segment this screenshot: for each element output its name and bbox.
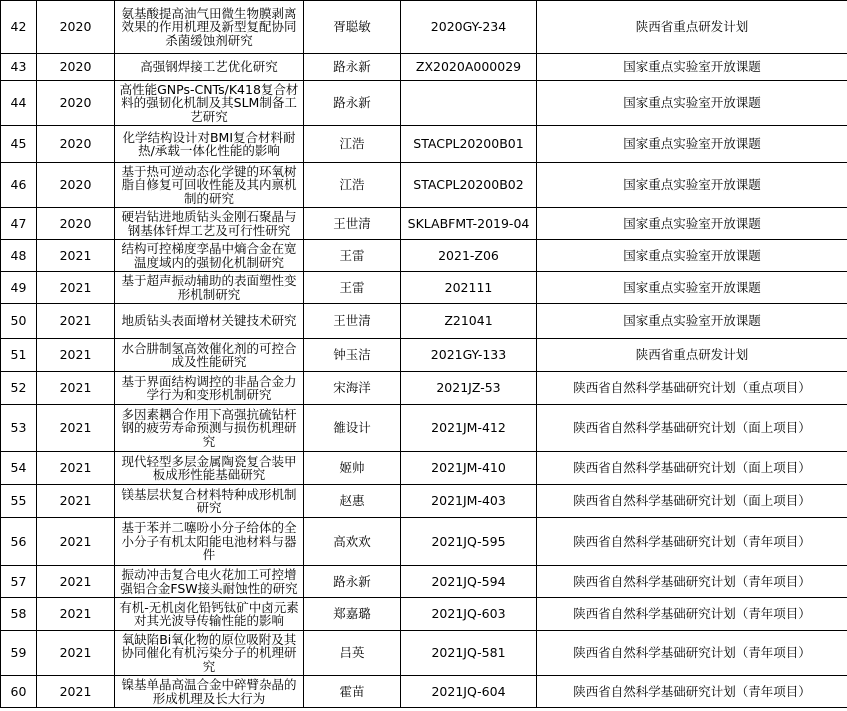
row-person: 姬帅 — [304, 452, 401, 485]
table-row — [1, 485, 847, 518]
row-person: 王雷 — [304, 240, 401, 272]
row-source: 国家重点实验室开放课题 — [537, 163, 847, 208]
row-title: 氨基酸提高油气田微生物膜剥离效果的作用机理及新型复配协同杀菌缓蚀剂研究 — [115, 1, 304, 54]
row-title: 镁基层状复合材料特种成形机制研究 — [115, 485, 304, 518]
row-source: 国家重点实验室开放课题 — [537, 240, 847, 272]
table-row — [1, 208, 847, 240]
row-code: 2021JQ-594 — [401, 566, 537, 598]
table-row — [1, 1, 847, 54]
row-source: 陕西省自然科学基础研究计划（面上项目） — [537, 485, 847, 518]
row-person: 胥聪敏 — [304, 1, 401, 54]
row-code: Z21041 — [401, 304, 537, 339]
row-code: 2021JQ-604 — [401, 676, 537, 708]
row-number: 49 — [1, 272, 37, 304]
row-year: 2021 — [37, 304, 115, 339]
table-row — [1, 372, 847, 405]
table-row — [1, 405, 847, 452]
row-source: 陕西省自然科学基础研究计划（青年项目） — [537, 631, 847, 676]
row-person: 赵惠 — [304, 485, 401, 518]
row-person: 王世清 — [304, 208, 401, 240]
row-year: 2021 — [37, 372, 115, 405]
row-title: 硬岩钻进地质钻头金刚石聚晶与钢基体钎焊工艺及可行性研究 — [115, 208, 304, 240]
row-person: 钟玉洁 — [304, 339, 401, 372]
row-number: 54 — [1, 452, 37, 485]
row-source: 国家重点实验室开放课题 — [537, 304, 847, 339]
row-source: 陕西省自然科学基础研究计划（重点项目） — [537, 372, 847, 405]
row-title: 结构可控梯度孪晶中熵合金在宽温度域内的强韧化机制研究 — [115, 240, 304, 272]
row-title: 多因素耦合作用下高强抗硫钻杆钢的疲劳寿命预测与损伤机理研究 — [115, 405, 304, 452]
row-person: 王世清 — [304, 304, 401, 339]
row-source: 陕西省自然科学基础研究计划（青年项目） — [537, 518, 847, 566]
row-title: 化学结构设计对BMI复合材料耐热/承载一体化性能的影响 — [115, 126, 304, 163]
table-row — [1, 566, 847, 598]
row-number: 55 — [1, 485, 37, 518]
row-source: 国家重点实验室开放课题 — [537, 126, 847, 163]
row-code: 2020GY-234 — [401, 1, 537, 54]
row-year: 2020 — [37, 54, 115, 81]
table-row — [1, 631, 847, 676]
row-person: 霍苗 — [304, 676, 401, 708]
row-code: STACPL20200B02 — [401, 163, 537, 208]
table-row — [1, 452, 847, 485]
row-title: 高强钢焊接工艺优化研究 — [115, 54, 304, 81]
table-row — [1, 304, 847, 339]
row-code: ZX2020A000029 — [401, 54, 537, 81]
row-title: 有机-无机卤化铅钙钛矿中卤元素对其光波导传输性能的影响 — [115, 598, 304, 631]
row-title: 氧缺陷Bi氧化物的原位吸附及其协同催化有机污染分子的机理研究 — [115, 631, 304, 676]
row-year: 2020 — [37, 126, 115, 163]
row-source: 国家重点实验室开放课题 — [537, 81, 847, 126]
row-title: 振动冲击复合电火花加工可控增强铝合金FSW接头耐蚀性的研究 — [115, 566, 304, 598]
row-number: 57 — [1, 566, 37, 598]
row-year: 2020 — [37, 163, 115, 208]
row-person: 路永新 — [304, 81, 401, 126]
table-row — [1, 240, 847, 272]
row-person: 高欢欢 — [304, 518, 401, 566]
row-title: 基于超声振动辅助的表面塑性变形机制研究 — [115, 272, 304, 304]
project-table-body — [1, 1, 847, 708]
row-title: 基于苯并二噻吩小分子给体的全小分子有机太阳能电池材料与器件 — [115, 518, 304, 566]
row-source: 陕西省自然科学基础研究计划（青年项目） — [537, 566, 847, 598]
row-year: 2021 — [37, 405, 115, 452]
row-year: 2020 — [37, 208, 115, 240]
table-row — [1, 598, 847, 631]
table-row — [1, 126, 847, 163]
row-source: 陕西省自然科学基础研究计划（面上项目） — [537, 405, 847, 452]
row-number: 47 — [1, 208, 37, 240]
row-number: 58 — [1, 598, 37, 631]
row-number: 46 — [1, 163, 37, 208]
table-row — [1, 272, 847, 304]
row-person: 路永新 — [304, 566, 401, 598]
row-number: 43 — [1, 54, 37, 81]
row-code: 2021JZ-53 — [401, 372, 537, 405]
row-title: 地质钻头表面增材关键技术研究 — [115, 304, 304, 339]
row-code: 2021GY-133 — [401, 339, 537, 372]
row-year: 2021 — [37, 339, 115, 372]
row-source: 陕西省重点研发计划 — [537, 1, 847, 54]
row-number: 50 — [1, 304, 37, 339]
row-title: 基于热可逆动态化学键的环氧树脂自修复可回收性能及其内禀机制的研究 — [115, 163, 304, 208]
row-person: 江浩 — [304, 163, 401, 208]
row-person: 吕英 — [304, 631, 401, 676]
row-code: SKLABFMT-2019-04 — [401, 208, 537, 240]
row-number: 45 — [1, 126, 37, 163]
table-row — [1, 81, 847, 126]
row-year: 2021 — [37, 598, 115, 631]
row-code: 2021-Z06 — [401, 240, 537, 272]
row-number: 53 — [1, 405, 37, 452]
row-source: 陕西省自然科学基础研究计划（青年项目） — [537, 676, 847, 708]
table-row — [1, 518, 847, 566]
row-code: 202111 — [401, 272, 537, 304]
row-title: 基于界面结构调控的非晶合金力学行为和变形机制研究 — [115, 372, 304, 405]
row-year: 2021 — [37, 566, 115, 598]
row-year: 2021 — [37, 485, 115, 518]
row-year: 2020 — [37, 81, 115, 126]
row-code: 2021JQ-595 — [401, 518, 537, 566]
table-row — [1, 676, 847, 708]
row-number: 42 — [1, 1, 37, 54]
row-number: 56 — [1, 518, 37, 566]
row-number: 51 — [1, 339, 37, 372]
row-year: 2020 — [37, 1, 115, 54]
row-year: 2021 — [37, 518, 115, 566]
row-year: 2021 — [37, 631, 115, 676]
row-title: 水合肼制氢高效催化剂的可控合成及性能研究 — [115, 339, 304, 372]
row-year: 2021 — [37, 240, 115, 272]
row-year: 2021 — [37, 676, 115, 708]
row-code — [401, 81, 537, 126]
row-person: 王雷 — [304, 272, 401, 304]
row-source: 陕西省重点研发计划 — [537, 339, 847, 372]
row-year: 2021 — [37, 272, 115, 304]
table-row — [1, 339, 847, 372]
row-person: 宋海洋 — [304, 372, 401, 405]
row-person: 江浩 — [304, 126, 401, 163]
row-year: 2021 — [37, 452, 115, 485]
row-title: 现代轻型多层金属陶瓷复合装甲板成形性能基础研究 — [115, 452, 304, 485]
row-code: 2021JM-412 — [401, 405, 537, 452]
row-title: 镍基单晶高温合金中碎臂杂晶的形成机理及长大行为 — [115, 676, 304, 708]
row-code: 2021JQ-581 — [401, 631, 537, 676]
row-code: STACPL20200B01 — [401, 126, 537, 163]
row-number: 60 — [1, 676, 37, 708]
row-source: 国家重点实验室开放课题 — [537, 272, 847, 304]
row-number: 48 — [1, 240, 37, 272]
row-number: 59 — [1, 631, 37, 676]
row-source: 国家重点实验室开放课题 — [537, 54, 847, 81]
row-title: 高性能GNPs-CNTs/K418复合材料的强韧化机制及其SLM制备工艺研究 — [115, 81, 304, 126]
row-person: 郑嘉璐 — [304, 598, 401, 631]
row-number: 52 — [1, 372, 37, 405]
row-code: 2021JQ-603 — [401, 598, 537, 631]
row-source: 陕西省自然科学基础研究计划（青年项目） — [537, 598, 847, 631]
row-person: 雒设计 — [304, 405, 401, 452]
row-number: 44 — [1, 81, 37, 126]
row-person: 路永新 — [304, 54, 401, 81]
row-source: 国家重点实验室开放课题 — [537, 208, 847, 240]
table-row — [1, 163, 847, 208]
row-source: 陕西省自然科学基础研究计划（面上项目） — [537, 452, 847, 485]
row-code: 2021JM-403 — [401, 485, 537, 518]
table-row — [1, 54, 847, 81]
row-code: 2021JM-410 — [401, 452, 537, 485]
